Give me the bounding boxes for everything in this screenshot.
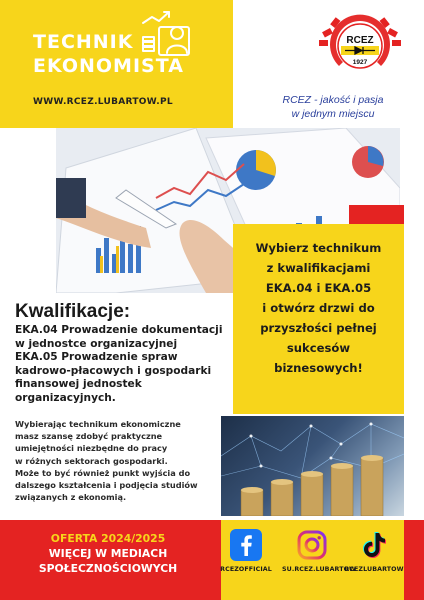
qualification-line: w jednostce organizacyjnej — [15, 337, 178, 350]
description-line: masz szansę zdobyć praktyczne — [15, 431, 163, 442]
qualifications-heading: Kwalifikacje: — [15, 301, 131, 322]
rcez-logo — [317, 12, 403, 80]
tiktok-handle[interactable]: RCEZLUBARTOW — [344, 566, 404, 573]
title-line-1: TECHNIK — [33, 31, 134, 53]
instagram-link[interactable] — [282, 529, 357, 573]
qualifications-list — [15, 324, 237, 405]
facebook-handle[interactable]: RCEZOFFICIAL — [220, 566, 272, 573]
slogan-line-1: RCEZ - jakość i pasja — [282, 94, 384, 106]
offer-text — [8, 531, 208, 576]
call-to-action-box — [233, 224, 404, 414]
facebook-link[interactable] — [216, 529, 276, 573]
qualification-line: EKA.05 Prowadzenie spraw — [15, 351, 178, 363]
description-line: Może to być również punkt wyjścia do — [15, 467, 191, 478]
cta-line: Wybierz technikum — [255, 241, 382, 255]
cta-line: i otwórz drzwi do — [262, 301, 375, 315]
qualification-line: finansowej jednostek — [15, 378, 142, 390]
offer-year: OFERTA 2024/2025 — [50, 532, 166, 545]
tiktok-icon[interactable] — [358, 529, 390, 561]
description-paragraph — [15, 418, 235, 503]
money-growth-icon — [137, 9, 195, 57]
qualification-line: EKA.04 Prowadzenie dokumentacji — [15, 324, 223, 336]
cta-line: z kwalifikacjami — [266, 261, 371, 275]
description-line: związanych z ekonomią. — [15, 492, 127, 503]
description-line: w różnych sektorach gospodarki. — [15, 455, 168, 466]
instagram-icon[interactable] — [296, 529, 328, 561]
description-line: dalszego kształcenia i podjęcia studiów — [15, 480, 198, 491]
offer-line-2: WIĘCEJ W MEDIACH — [48, 547, 168, 560]
coins-photo — [221, 416, 404, 516]
cta-line: sukcesów — [286, 341, 351, 355]
description-line: Wybierając technikum ekonomiczne — [15, 419, 181, 429]
qualification-line: kadrowo-płacowych i gospodarki — [15, 364, 212, 377]
offer-line-3: SPOŁECZNOŚCIOWYCH — [38, 562, 178, 575]
logo-year: 1927 — [352, 59, 368, 66]
cta-line: EKA.04 i EKA.05 — [265, 281, 372, 295]
website-link[interactable]: WWW.RCEZ.LUBARTOW.PL — [33, 97, 173, 107]
cta-line: biznesowych! — [274, 361, 363, 375]
logo-name: RCEZ — [346, 35, 374, 46]
title-line-2: EKONOMISTA — [33, 55, 184, 77]
qualification-line: organizacyjnych. — [15, 391, 116, 404]
cta-line: przyszłości pełnej — [260, 321, 377, 335]
instagram-handle[interactable]: SU.RCEZ.LUBARTOW — [282, 566, 357, 573]
description-line: umiejętności niezbędne do pracy — [15, 443, 168, 454]
facebook-icon[interactable] — [230, 529, 262, 561]
slogan-line-2: w jednym miejscu — [291, 108, 375, 120]
slogan — [248, 93, 418, 121]
tiktok-link[interactable] — [344, 529, 404, 573]
